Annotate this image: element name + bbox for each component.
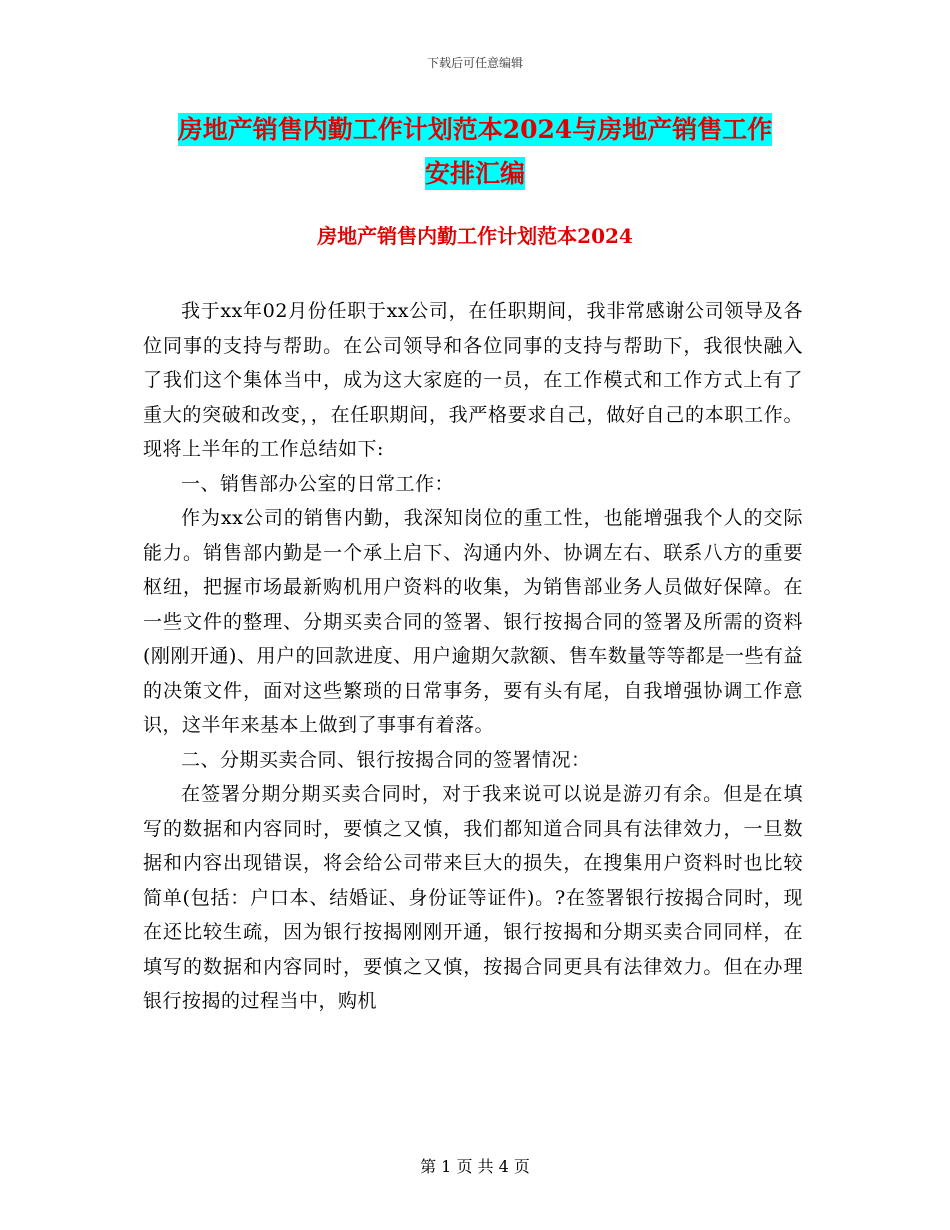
paragraph-section-1: 作为xx公司的销售内勤，我深知岗位的重工性，也能增强我个人的交际能力。销售部内勤是一个承上启下、沟通内外、协调左右、联系八方的重要枢纽，把握市场最新购机用户资料的收集，为销售部业务人员做好保障。在一些文件的整理、分期买卖合同的签署、银行按揭合同的签署及所需的资料(刚刚开通)、用户的回款进度、用户逾期欠款额、售车数量等等都是一些有益的决策文件，面对这些繁琐的日常事务，要有头有尾，自我增强协调工作意识，这半年来基本上做到了事事有着落。 <box>143 507 803 736</box>
page-footer: 第 1 页 共 4 页 <box>420 1157 530 1176</box>
section-subtitle: 房地产销售内勤工作计划范本2024 <box>317 224 633 248</box>
heading-section-2: 二、分期买卖合同、银行按揭合同的签署情况： <box>181 748 591 771</box>
header-note: 下载后可任意编辑 <box>426 56 523 70</box>
document-title <box>140 108 810 196</box>
title-line-2: 安排汇编 <box>424 159 525 188</box>
paragraph-section-2: 在签署分期分期买卖合同时，对于我来说可以说是游刃有余。但是在填写的数据和内容同时，要慎之又慎，我们都知道合同具有法律效力，一旦数据和内容出现错误，将会给公司带来巨大的损失，在搜集用户资料时也比较简单(包括：户口本、结婚证、身份证等证件)。?在签署银行按揭合同时，现在还比较生疏，因为银行按揭刚刚开通，银行按揭和分期买卖合同同样，在填写的数据和内容同时，要慎之又慎，按揭合同更具有法律效力。但在办理银行按揭的过程当中，购机 <box>143 783 803 1012</box>
heading-section-1: 一、销售部办公室的日常工作： <box>181 472 455 495</box>
paragraph-intro: 我于xx年02月份任职于xx公司，在任职期间，我非常感谢公司领导及各位同事的支持与帮助。在公司领导和各位同事的支持与帮助下，我很快融入了我们这个集体当中，成为这大家庭的一员，在工作模式和工作方式上有了重大的突破和改变，，在任职期间，我严格要求自己，做好自己的本职工作。现将上半年的工作总结如下: <box>143 300 803 460</box>
title-line-1: 房地产销售内勤工作计划范本2024与房地产销售工作 <box>177 115 773 144</box>
document-body <box>143 294 803 1019</box>
